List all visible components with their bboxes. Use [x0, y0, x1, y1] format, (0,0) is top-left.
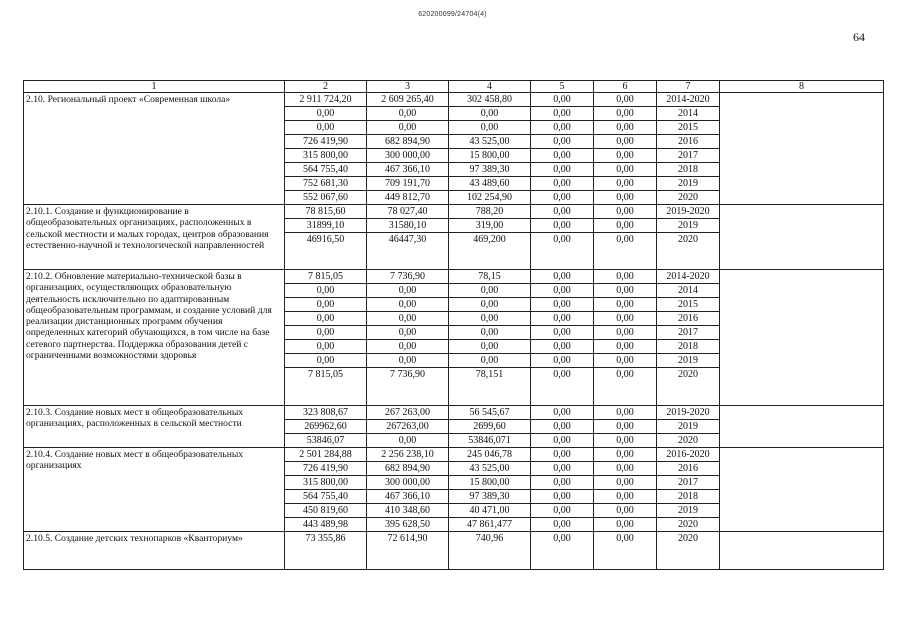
value-cell: 0,00 — [449, 354, 531, 368]
table-row — [24, 270, 884, 284]
value-cell: 46447,30 — [367, 233, 449, 270]
value-cell: 0,00 — [449, 107, 531, 121]
value-cell: 73 355,86 — [285, 532, 367, 570]
value-cell: 56 545,67 — [449, 406, 531, 420]
value-cell: 2019 — [657, 219, 720, 233]
value-cell: 0,00 — [531, 191, 594, 205]
value-cell: 726 419,90 — [285, 135, 367, 149]
value-cell: 267263,00 — [367, 420, 449, 434]
value-cell: 2014-2020 — [657, 93, 720, 107]
value-cell: 2019 — [657, 354, 720, 368]
value-cell: 7 736,90 — [367, 368, 449, 406]
value-cell: 15 800,00 — [449, 149, 531, 163]
value-cell: 0,00 — [594, 149, 657, 163]
value-cell: 0,00 — [594, 219, 657, 233]
value-cell: 0,00 — [531, 312, 594, 326]
value-cell: 0,00 — [594, 312, 657, 326]
budget-table — [23, 80, 884, 570]
value-cell: 2019 — [657, 504, 720, 518]
section-label: 2.10.4. Создание новых мест в общеобразовательных организациях — [24, 448, 285, 532]
value-cell: 0,00 — [449, 312, 531, 326]
value-cell: 0,00 — [531, 354, 594, 368]
value-cell: 2018 — [657, 340, 720, 354]
value-cell: 0,00 — [594, 340, 657, 354]
value-cell: 564 755,40 — [285, 490, 367, 504]
value-cell: 0,00 — [531, 233, 594, 270]
value-cell: 0,00 — [531, 284, 594, 298]
value-cell: 0,00 — [531, 340, 594, 354]
value-cell: 2016-2020 — [657, 448, 720, 462]
value-cell: 0,00 — [531, 406, 594, 420]
value-cell: 0,00 — [367, 121, 449, 135]
value-cell: 0,00 — [531, 270, 594, 284]
value-cell: 2 911 724,20 — [285, 93, 367, 107]
value-cell: 564 755,40 — [285, 163, 367, 177]
value-cell: 0,00 — [449, 284, 531, 298]
value-cell: 43 525,00 — [449, 462, 531, 476]
value-cell: 0,00 — [531, 135, 594, 149]
page-number: 64 — [853, 30, 865, 44]
table-row — [24, 448, 884, 462]
value-cell: 2017 — [657, 326, 720, 340]
section-label: 2.10. Региональный проект «Современная школа» — [24, 93, 285, 205]
value-cell: 2017 — [657, 476, 720, 490]
value-cell: 78,15 — [449, 270, 531, 284]
value-cell: 0,00 — [594, 177, 657, 191]
value-cell: 0,00 — [531, 490, 594, 504]
value-cell: 0,00 — [594, 107, 657, 121]
value-cell: 443 489,98 — [285, 518, 367, 532]
value-cell: 0,00 — [285, 121, 367, 135]
value-cell: 7 815,05 — [285, 270, 367, 284]
value-cell: 315 800,00 — [285, 149, 367, 163]
value-cell: 2016 — [657, 462, 720, 476]
column-8-cell — [720, 270, 884, 406]
value-cell: 2015 — [657, 121, 720, 135]
value-cell: 31580,10 — [367, 219, 449, 233]
value-cell: 78,151 — [449, 368, 531, 406]
value-cell: 2015 — [657, 298, 720, 312]
value-cell: 2018 — [657, 490, 720, 504]
value-cell: 43 525,00 — [449, 135, 531, 149]
table-row — [24, 205, 884, 219]
value-cell: 0,00 — [594, 462, 657, 476]
value-cell: 78 027,40 — [367, 205, 449, 219]
value-cell: 709 191,70 — [367, 177, 449, 191]
value-cell: 0,00 — [531, 149, 594, 163]
column-8-cell — [720, 93, 884, 205]
value-cell: 269962,60 — [285, 420, 367, 434]
value-cell: 682 894,90 — [367, 135, 449, 149]
value-cell: 315 800,00 — [285, 476, 367, 490]
value-cell: 0,00 — [594, 420, 657, 434]
value-cell: 78 815,60 — [285, 205, 367, 219]
value-cell: 0,00 — [531, 163, 594, 177]
value-cell: 31899,10 — [285, 219, 367, 233]
value-cell: 40 471,00 — [449, 504, 531, 518]
value-cell: 2699,60 — [449, 420, 531, 434]
value-cell: 410 348,60 — [367, 504, 449, 518]
value-cell: 53846,071 — [449, 434, 531, 448]
value-cell: 752 681,30 — [285, 177, 367, 191]
value-cell: 0,00 — [594, 93, 657, 107]
value-cell: 102 254,90 — [449, 191, 531, 205]
value-cell: 300 000,00 — [367, 149, 449, 163]
value-cell: 0,00 — [594, 490, 657, 504]
value-cell: 0,00 — [531, 532, 594, 570]
value-cell: 0,00 — [367, 284, 449, 298]
value-cell: 2019-2020 — [657, 406, 720, 420]
value-cell: 0,00 — [367, 107, 449, 121]
value-cell: 0,00 — [285, 107, 367, 121]
value-cell: 2 609 265,40 — [367, 93, 449, 107]
value-cell: 0,00 — [594, 448, 657, 462]
value-cell: 467 366,10 — [367, 490, 449, 504]
value-cell: 0,00 — [531, 448, 594, 462]
header-cell: 2 — [285, 81, 367, 93]
value-cell: 319,00 — [449, 219, 531, 233]
value-cell: 0,00 — [531, 298, 594, 312]
header-cell: 5 — [531, 81, 594, 93]
value-cell: 0,00 — [531, 205, 594, 219]
value-cell: 2014-2020 — [657, 270, 720, 284]
value-cell: 2 501 284,88 — [285, 448, 367, 462]
value-cell: 0,00 — [594, 135, 657, 149]
value-cell: 0,00 — [367, 434, 449, 448]
value-cell: 2 256 238,10 — [367, 448, 449, 462]
value-cell: 0,00 — [531, 177, 594, 191]
header-cell: 3 — [367, 81, 449, 93]
value-cell: 2020 — [657, 532, 720, 570]
value-cell: 2019 — [657, 177, 720, 191]
value-cell: 0,00 — [367, 326, 449, 340]
value-cell: 0,00 — [531, 504, 594, 518]
value-cell: 0,00 — [449, 340, 531, 354]
value-cell: 2020 — [657, 434, 720, 448]
value-cell: 300 000,00 — [367, 476, 449, 490]
value-cell: 2016 — [657, 312, 720, 326]
value-cell: 788,20 — [449, 205, 531, 219]
value-cell: 0,00 — [285, 326, 367, 340]
value-cell: 47 861,477 — [449, 518, 531, 532]
value-cell: 2018 — [657, 163, 720, 177]
value-cell: 323 808,67 — [285, 406, 367, 420]
value-cell: 0,00 — [531, 121, 594, 135]
value-cell: 46916,50 — [285, 233, 367, 270]
value-cell: 2014 — [657, 107, 720, 121]
header-row — [24, 81, 884, 93]
value-cell: 467 366,10 — [367, 163, 449, 177]
value-cell: 0,00 — [285, 312, 367, 326]
table-body — [24, 81, 884, 570]
table-row — [24, 406, 884, 420]
value-cell: 0,00 — [285, 284, 367, 298]
value-cell: 0,00 — [285, 298, 367, 312]
value-cell: 0,00 — [531, 107, 594, 121]
value-cell: 0,00 — [594, 504, 657, 518]
value-cell: 0,00 — [594, 191, 657, 205]
value-cell: 2020 — [657, 518, 720, 532]
value-cell: 0,00 — [285, 340, 367, 354]
value-cell: 0,00 — [531, 434, 594, 448]
value-cell: 0,00 — [594, 354, 657, 368]
value-cell: 0,00 — [594, 434, 657, 448]
value-cell: 302 458,80 — [449, 93, 531, 107]
value-cell: 0,00 — [594, 326, 657, 340]
value-cell: 449 812,70 — [367, 191, 449, 205]
value-cell: 53846,07 — [285, 434, 367, 448]
value-cell: 552 067,60 — [285, 191, 367, 205]
value-cell: 2019-2020 — [657, 205, 720, 219]
table-row — [24, 93, 884, 107]
header-cell: 4 — [449, 81, 531, 93]
value-cell: 7 815,05 — [285, 368, 367, 406]
column-8-cell — [720, 205, 884, 270]
value-cell: 2020 — [657, 233, 720, 270]
value-cell: 2020 — [657, 191, 720, 205]
section-label: 2.10.1. Создание и функционирование в общеобразовательных организациях, расположенных в сельской местности и малых городах, центров образования естественно-научной и технологической направленностей — [24, 205, 285, 270]
table-row — [24, 532, 884, 570]
value-cell: 72 614,90 — [367, 532, 449, 570]
value-cell: 97 389,30 — [449, 490, 531, 504]
value-cell: 2016 — [657, 135, 720, 149]
value-cell: 0,00 — [594, 518, 657, 532]
value-cell: 0,00 — [367, 340, 449, 354]
value-cell: 245 046,78 — [449, 448, 531, 462]
column-8-cell — [720, 532, 884, 570]
header-cell: 7 — [657, 81, 720, 93]
value-cell: 0,00 — [285, 354, 367, 368]
value-cell: 682 894,90 — [367, 462, 449, 476]
value-cell: 0,00 — [531, 420, 594, 434]
value-cell: 2019 — [657, 420, 720, 434]
value-cell: 0,00 — [594, 121, 657, 135]
column-8-cell — [720, 448, 884, 532]
value-cell: 0,00 — [531, 518, 594, 532]
value-cell: 0,00 — [531, 476, 594, 490]
header-cell: 8 — [720, 81, 884, 93]
value-cell: 7 736,90 — [367, 270, 449, 284]
value-cell: 0,00 — [449, 326, 531, 340]
value-cell: 0,00 — [449, 298, 531, 312]
value-cell: 469,200 — [449, 233, 531, 270]
value-cell: 0,00 — [594, 284, 657, 298]
value-cell: 0,00 — [594, 532, 657, 570]
section-label: 2.10.5. Создание детских технопарков «Кванториум» — [24, 532, 285, 570]
value-cell: 0,00 — [594, 406, 657, 420]
value-cell: 0,00 — [594, 163, 657, 177]
value-cell: 2020 — [657, 368, 720, 406]
value-cell: 43 489,60 — [449, 177, 531, 191]
value-cell: 0,00 — [367, 354, 449, 368]
value-cell: 267 263,00 — [367, 406, 449, 420]
value-cell: 0,00 — [594, 205, 657, 219]
value-cell: 0,00 — [594, 476, 657, 490]
value-cell: 0,00 — [367, 298, 449, 312]
value-cell: 0,00 — [367, 312, 449, 326]
document-code: 620200099/24704(4) — [418, 11, 487, 18]
value-cell: 2014 — [657, 284, 720, 298]
value-cell: 0,00 — [449, 121, 531, 135]
value-cell: 0,00 — [594, 270, 657, 284]
section-label: 2.10.3. Создание новых мест в общеобразовательных организациях, расположенных в сельской местности — [24, 406, 285, 448]
value-cell: 450 819,60 — [285, 504, 367, 518]
value-cell: 726 419,90 — [285, 462, 367, 476]
value-cell: 97 389,30 — [449, 163, 531, 177]
value-cell: 0,00 — [594, 368, 657, 406]
section-label: 2.10.2. Обновление материально-технической базы в организациях, осуществляющих образовательную деятельность исключительно по адаптированным общеобразовательным программам, и создание условий для реализации дистанционных программ обучения определенных категорий обучающихся, в том числе на базе сетевого партнерства. Поддержка образования детей с ограниченными возможностями здоровья — [24, 270, 285, 406]
value-cell: 740,96 — [449, 532, 531, 570]
value-cell: 0,00 — [531, 368, 594, 406]
value-cell: 2017 — [657, 149, 720, 163]
value-cell: 395 628,50 — [367, 518, 449, 532]
column-8-cell — [720, 406, 884, 448]
value-cell: 0,00 — [594, 233, 657, 270]
value-cell: 0,00 — [531, 326, 594, 340]
header-cell: 6 — [594, 81, 657, 93]
value-cell: 0,00 — [594, 298, 657, 312]
value-cell: 15 800,00 — [449, 476, 531, 490]
value-cell: 0,00 — [531, 93, 594, 107]
value-cell: 0,00 — [531, 219, 594, 233]
value-cell: 0,00 — [531, 462, 594, 476]
header-cell: 1 — [24, 81, 285, 93]
